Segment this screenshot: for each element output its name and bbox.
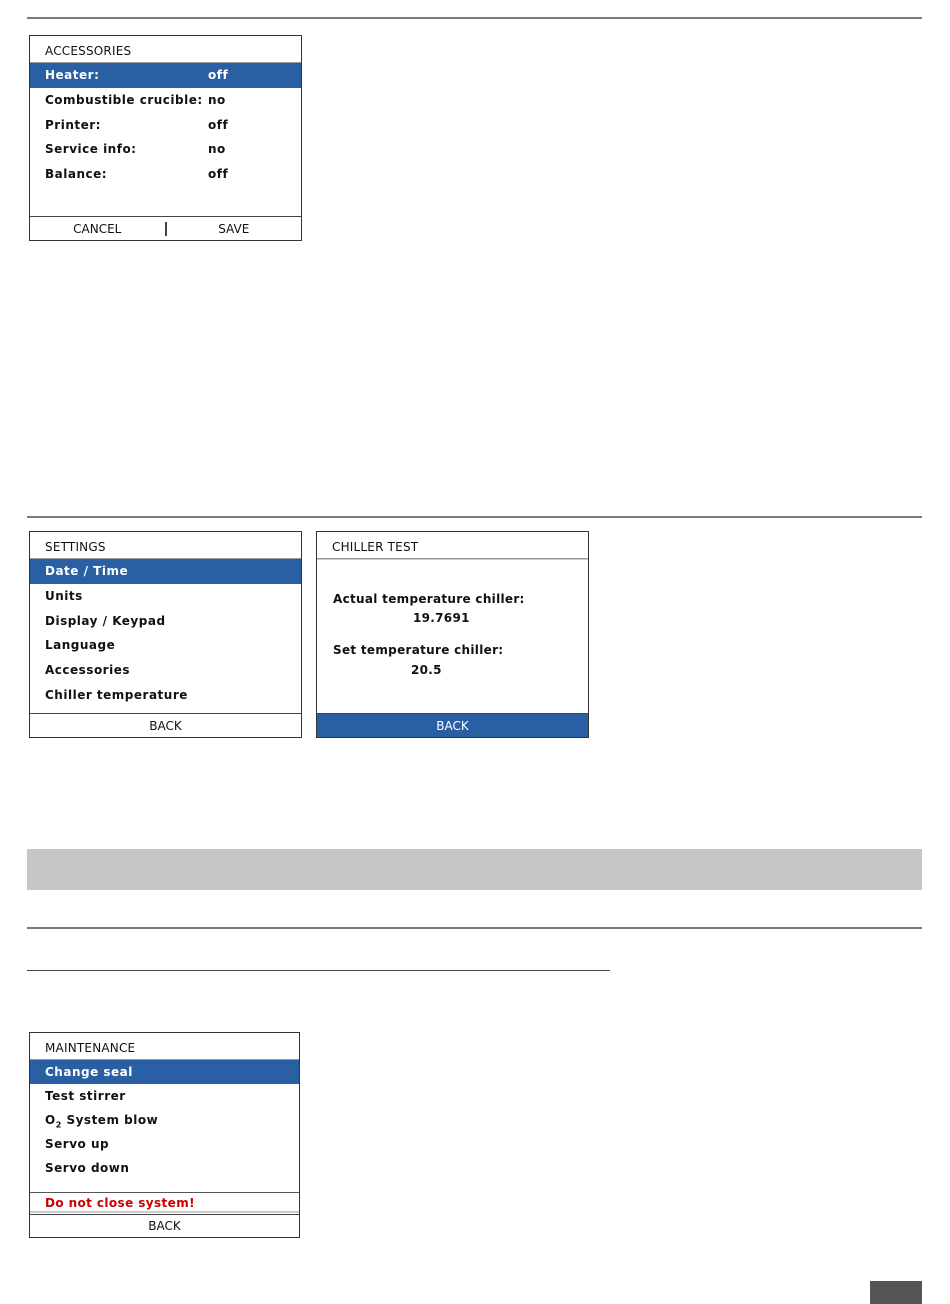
accessories-row-service-info[interactable] (30, 137, 301, 162)
maintenance-title: MAINTENANCE (30, 1033, 299, 1060)
settings-item-display-keypad[interactable]: Display / Keypad (45, 613, 166, 628)
row-label: Printer: (45, 117, 101, 132)
maintenance-item-servo-up[interactable]: Servo up (45, 1137, 110, 1151)
row-value: off (208, 68, 229, 82)
middle-rule (27, 516, 922, 518)
accessories-title: ACCESSORIES (30, 36, 301, 63)
settings-item-chiller-temperature[interactable]: Chiller temperature (45, 687, 188, 702)
o2-letter: O (45, 1113, 56, 1127)
section-heading-bar (27, 849, 922, 890)
settings-title: SETTINGS (30, 532, 301, 559)
cancel-button[interactable]: CANCEL (73, 221, 122, 236)
row-value: no (208, 92, 226, 107)
accessories-row-heater[interactable] (30, 63, 301, 88)
row-label: Combustible crucible: (45, 92, 203, 107)
o2-rest: System blow (61, 1113, 159, 1127)
accessories-row-combustible-crucible[interactable] (30, 88, 301, 113)
back-button[interactable]: BACK (148, 1219, 181, 1233)
maintenance-panel (29, 1032, 300, 1238)
row-value: off (208, 167, 229, 182)
maintenance-footer (30, 1214, 299, 1237)
top-rule (27, 17, 922, 19)
o2-subscript: 2 (55, 1120, 62, 1130)
chiller-footer (317, 713, 588, 737)
actual-temperature-value: 19.7691 (413, 611, 470, 625)
settings-item-language[interactable]: Language (45, 638, 116, 653)
settings-footer (30, 713, 301, 737)
accessories-panel (29, 35, 302, 241)
maintenance-item-change-seal[interactable]: Change seal (30, 1060, 299, 1084)
row-value: off (208, 117, 229, 132)
chiller-test-panel (316, 531, 589, 738)
chiller-test-title: CHILLER TEST (317, 532, 588, 559)
short-rule (27, 970, 610, 971)
actual-temperature-label: Actual temperature chiller: (333, 592, 525, 606)
maintenance-item-servo-down[interactable]: Servo down (45, 1161, 130, 1175)
row-label: Service info: (45, 142, 137, 157)
row-value: no (208, 142, 226, 157)
maintenance-item-test-stirrer[interactable]: Test stirrer (45, 1089, 126, 1103)
back-button[interactable]: BACK (149, 718, 182, 733)
page-tab (870, 1281, 922, 1304)
accessories-footer (30, 216, 301, 240)
warning-message: Do not close system! (45, 1196, 195, 1210)
set-temperature-label: Set temperature chiller: (333, 643, 504, 657)
settings-item-units[interactable]: Units (45, 588, 83, 603)
set-temperature-value: 20.5 (411, 663, 442, 677)
row-label: Heater: (45, 68, 100, 82)
accessories-row-printer[interactable] (30, 113, 301, 138)
accessories-row-balance[interactable] (30, 162, 301, 187)
lower-rule (27, 927, 922, 929)
save-button[interactable]: SAVE (218, 221, 250, 236)
back-button[interactable]: BACK (436, 718, 469, 733)
settings-item-accessories[interactable]: Accessories (45, 663, 130, 678)
maintenance-item-o2-system-blow[interactable] (30, 1108, 299, 1132)
settings-panel (29, 531, 302, 738)
settings-item-date-time[interactable]: Date / Time (30, 559, 301, 584)
warning-area (30, 1192, 299, 1213)
row-label: Balance: (45, 167, 108, 182)
